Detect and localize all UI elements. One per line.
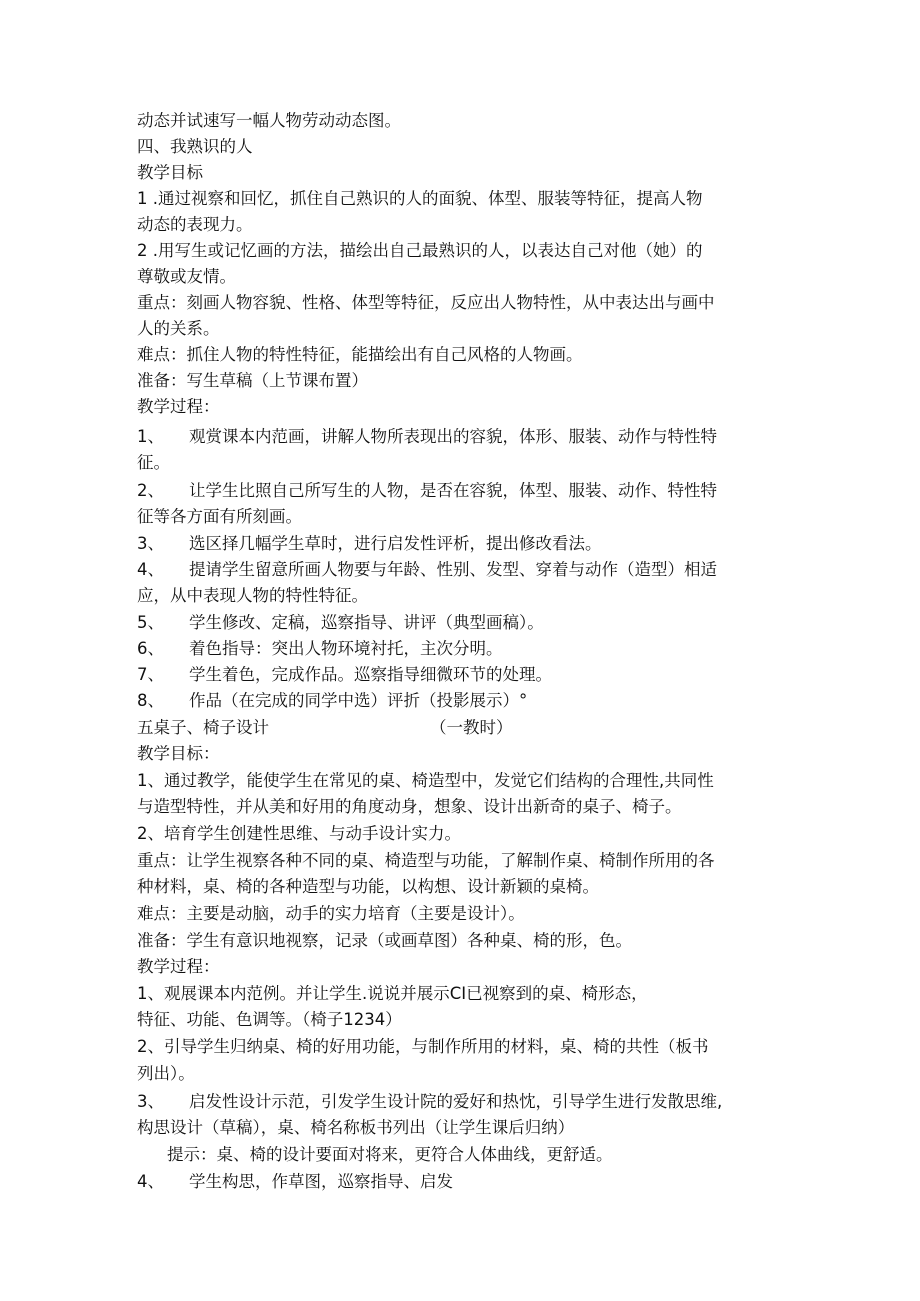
tip-text: 提示：桌、椅的设计要面对将来，更符合人体曲线，更舒适。 <box>167 1145 613 1164</box>
list-item <box>137 637 503 661</box>
list-number: 6、 <box>137 639 164 658</box>
text-line: 征等各方面有所刻画。 <box>137 507 302 526</box>
text-line: 列出）。 <box>137 1064 195 1083</box>
text-line: 种材料，桌、椅的各种造型与功能，以构想、设计新颖的桌椅。 <box>137 877 599 896</box>
text-line: 1 .通过视察和回忆，抓住自己熟识的人的面貌、体型、服装等特征，提高人物 <box>137 189 703 208</box>
list-text: 学生着色，完成作品。巡察指导细微环节的处理。 <box>189 665 552 684</box>
list-text: 作品（在完成的同学中选）评折（投影展示）° <box>189 691 528 710</box>
lesson-duration: （一教时） <box>430 718 513 737</box>
list-text: 学生构思，作草图，巡察指导、启发 <box>189 1172 453 1191</box>
text-line: 应，从中表现人物的特性特征。 <box>137 586 368 605</box>
list-number: 4、 <box>137 1172 164 1191</box>
subheading: 教学过程： <box>137 397 220 416</box>
text-line: 重点：让学生视察各种不同的桌、椅造型与功能，了解制作桌、椅制作所用的各 <box>137 851 715 870</box>
subheading: 教学目标： <box>137 744 220 763</box>
list-text: 提请学生留意所画人物要与年龄、性别、发型、穿着与动作（造型）相适 <box>189 560 717 579</box>
list-number: 5、 <box>137 613 164 632</box>
list-text: 学生修改、定稿，巡察指导、讲评（典型画稿）。 <box>189 613 544 632</box>
list-text: 选区择几幅学生草时，进行启发性评析，提出修改看法。 <box>189 534 602 553</box>
list-item <box>137 663 552 687</box>
list-number: 8、 <box>137 691 164 710</box>
list-item <box>137 425 717 449</box>
text-line: 2、培育学生创建性思维、与动手设计实力。 <box>137 824 461 843</box>
text-line: 特征、功能、色调等。（椅子1234） <box>137 1010 402 1029</box>
list-text: 观赏课本内范画，讲解人物所表现出的容貌，体形、服装、动作与特性特 <box>189 427 717 446</box>
text-line: 与造型特性，并从美和好用的角度动身，想象、设计出新奇的桌子、椅子。 <box>137 797 682 816</box>
list-text: 着色指导：突出人物环境衬托，主次分明。 <box>189 639 503 658</box>
subheading: 教学过程： <box>137 957 220 976</box>
text-line: 1、通过教学，能使学生在常见的桌、椅造型中，发觉它们结构的合理性,共同性 <box>137 771 714 790</box>
list-item <box>137 1090 722 1114</box>
text-line: 2 .用写生或记忆画的方法，描绘出自己最熟识的人，以表达自己对他（她）的 <box>137 241 703 260</box>
subheading: 教学目标 <box>137 163 203 182</box>
text-line: 动态并试速写一幅人物劳动动态图。 <box>137 111 401 130</box>
list-item <box>137 558 717 582</box>
list-text: 启发性设计示范，引发学生设计院的爱好和热忱，引导学生进行发散思维, <box>189 1092 723 1111</box>
text-line: 2、引导学生归纳桌、椅的好用功能，与制作所用的材料，桌、椅的共性（板书 <box>137 1037 709 1056</box>
list-number: 4、 <box>137 560 164 579</box>
list-number: 3、 <box>137 534 164 553</box>
text-line: 准备：学生有意识地视察，记录（或画草图）各种桌、椅的形，色。 <box>137 931 632 950</box>
list-item <box>137 479 717 503</box>
text-line: 难点：主要是动脑，动手的实力培育（主要是设计）。 <box>137 904 525 923</box>
text-line: 动态的表现力。 <box>137 215 253 234</box>
text-line: 1、观展课本内范例。并让学生.说说并展示CI已视察到的桌、椅形态， <box>137 984 648 1003</box>
list-item <box>137 611 544 635</box>
list-item <box>137 1170 453 1194</box>
text-line: 人的关系。 <box>137 319 220 338</box>
text-line: 重点：刻画人物容貌、性格、体型等特征，反应出人物特性，从中表达出与画中 <box>137 293 715 312</box>
list-item <box>137 532 602 556</box>
text-line: 准备：写生草稿（上节课布置） <box>137 371 368 390</box>
list-item <box>137 689 527 713</box>
text-line: 尊敬或友情。 <box>137 267 236 286</box>
section-heading: 五桌子、椅子设计 <box>137 718 269 737</box>
list-number: 7、 <box>137 665 164 684</box>
list-number: 2、 <box>137 481 164 500</box>
text-line: 难点：抓住人物的特性特征，能描绘出有自己风格的人物画。 <box>137 345 583 364</box>
text-line: 征。 <box>137 453 170 472</box>
list-number: 1、 <box>137 427 164 446</box>
text-line: 构思设计（草稿），桌、椅名称板书列出（让学生课后归纳） <box>137 1118 575 1137</box>
section-heading: 四、我熟识的人 <box>137 137 253 156</box>
list-number: 3、 <box>137 1092 164 1111</box>
list-text: 让学生比照自己所写生的人物，是否在容貌，体型、服装、动作、特性特 <box>189 481 717 500</box>
